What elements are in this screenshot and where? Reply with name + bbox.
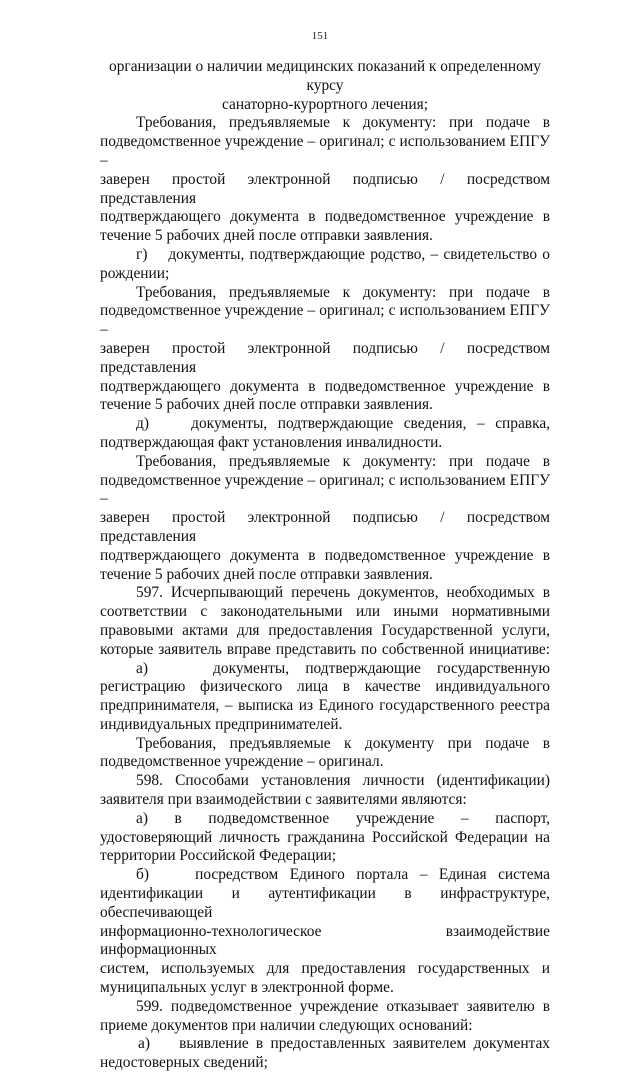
text-line: приеме документов при наличии следующих оснований: — [100, 1016, 473, 1034]
text-line: течение 5 рабочих дней после отправки заявления. — [100, 227, 433, 245]
text-line: территории Российской Федерации; — [100, 847, 337, 865]
text-line: идентификации и аутентификации в инфраструктуре, обеспечивающей — [100, 885, 550, 921]
text-line: санаторно-курортного лечения; — [222, 95, 428, 113]
text-line: 598. Способами установления личности (идентификации) — [136, 772, 550, 790]
text-line: подтверждающего документа в подведомственное учреждение в — [100, 208, 550, 226]
text-line: предпринимателя, – выписка из Единого государственного реестра — [100, 697, 550, 715]
text-line: а) документы, подтверждающие государственную — [136, 659, 550, 677]
text-line: б) посредством Единого портала – Единая система — [136, 866, 550, 884]
text-line: систем, используемых для предоставления государственных и — [100, 960, 550, 978]
text-line: организации о наличии медицинских показаний к определенному курсу — [109, 58, 541, 94]
text-line: подтверждающего документа в подведомственное учреждение в — [100, 377, 550, 395]
text-line: недостоверных сведений; — [100, 1054, 268, 1072]
text-line: заверен простой электронной подписью / посредством представления — [100, 509, 550, 545]
text-line: а) выявление в предоставленных заявителем документах — [138, 1035, 550, 1053]
text-line: индивидуальных предпринимателей. — [100, 715, 343, 733]
text-line: соответствии с законодательными или иными нормативными — [100, 603, 550, 621]
text-line: подведомственное учреждение – оригинал; с использованием ЕПГУ – — [100, 302, 550, 339]
text-line: Требования, предъявляемые к документу: при подаче в — [136, 114, 550, 132]
text-line: 597. Исчерпывающий перечень документов, необходимых в — [136, 584, 550, 602]
text-line: заверен простой электронной подписью / посредством представления — [100, 339, 550, 376]
text-line: информационно-технологическое взаимодействие информационных — [100, 922, 550, 959]
text-line: подведомственное учреждение – оригинал; с использованием ЕПГУ – — [100, 471, 550, 508]
text-line: Требования, предъявляемые к документу: при подаче в — [136, 452, 550, 470]
text-line: Требования, предъявляемые к документу при подаче в — [136, 734, 550, 752]
text-line: течение 5 рабочих дней после отправки заявления. — [100, 565, 433, 583]
page-number: 151 — [311, 30, 329, 42]
text-line: заявителя при взаимодействии с заявителями являются: — [100, 791, 467, 809]
text-line: 599. подведомственное учреждение отказывает заявителю в — [136, 997, 550, 1015]
text-line: подведомственное учреждение – оригинал. — [100, 753, 384, 771]
text-line: течение 5 рабочих дней после отправки заявления. — [100, 396, 433, 414]
text-line: подтверждающего документа в подведомственное учреждение в — [100, 546, 550, 564]
text-line: д) документы, подтверждающие сведения, – справка, — [136, 415, 550, 433]
text-line: муниципальных услуг в электронной форме. — [100, 979, 394, 997]
text-line: которые заявитель вправе представить по собственной инициативе: — [100, 640, 550, 658]
text-line: г) документы, подтверждающие родство, – свидетельство о — [136, 245, 550, 263]
text-line: а) в подведомственное учреждение – паспорт, — [136, 809, 550, 827]
text-line: правовыми актами для предоставления Государственной услуги, — [100, 621, 550, 639]
text-line: заверен простой электронной подписью / посредством представления — [100, 170, 550, 207]
text-line: удостоверяющий личность гражданина Российской Федерации на — [100, 828, 550, 846]
text-line: рождении; — [100, 264, 170, 282]
text-line: Требования, предъявляемые к документу: при подаче в — [136, 283, 550, 301]
document-body — [100, 58, 550, 1073]
text-line: регистрацию физического лица в качестве индивидуального — [100, 678, 550, 696]
text-line: подтверждающая факт установления инвалидности. — [100, 433, 443, 451]
text-line: подведомственное учреждение – оригинал; с использованием ЕПГУ – — [100, 133, 550, 169]
